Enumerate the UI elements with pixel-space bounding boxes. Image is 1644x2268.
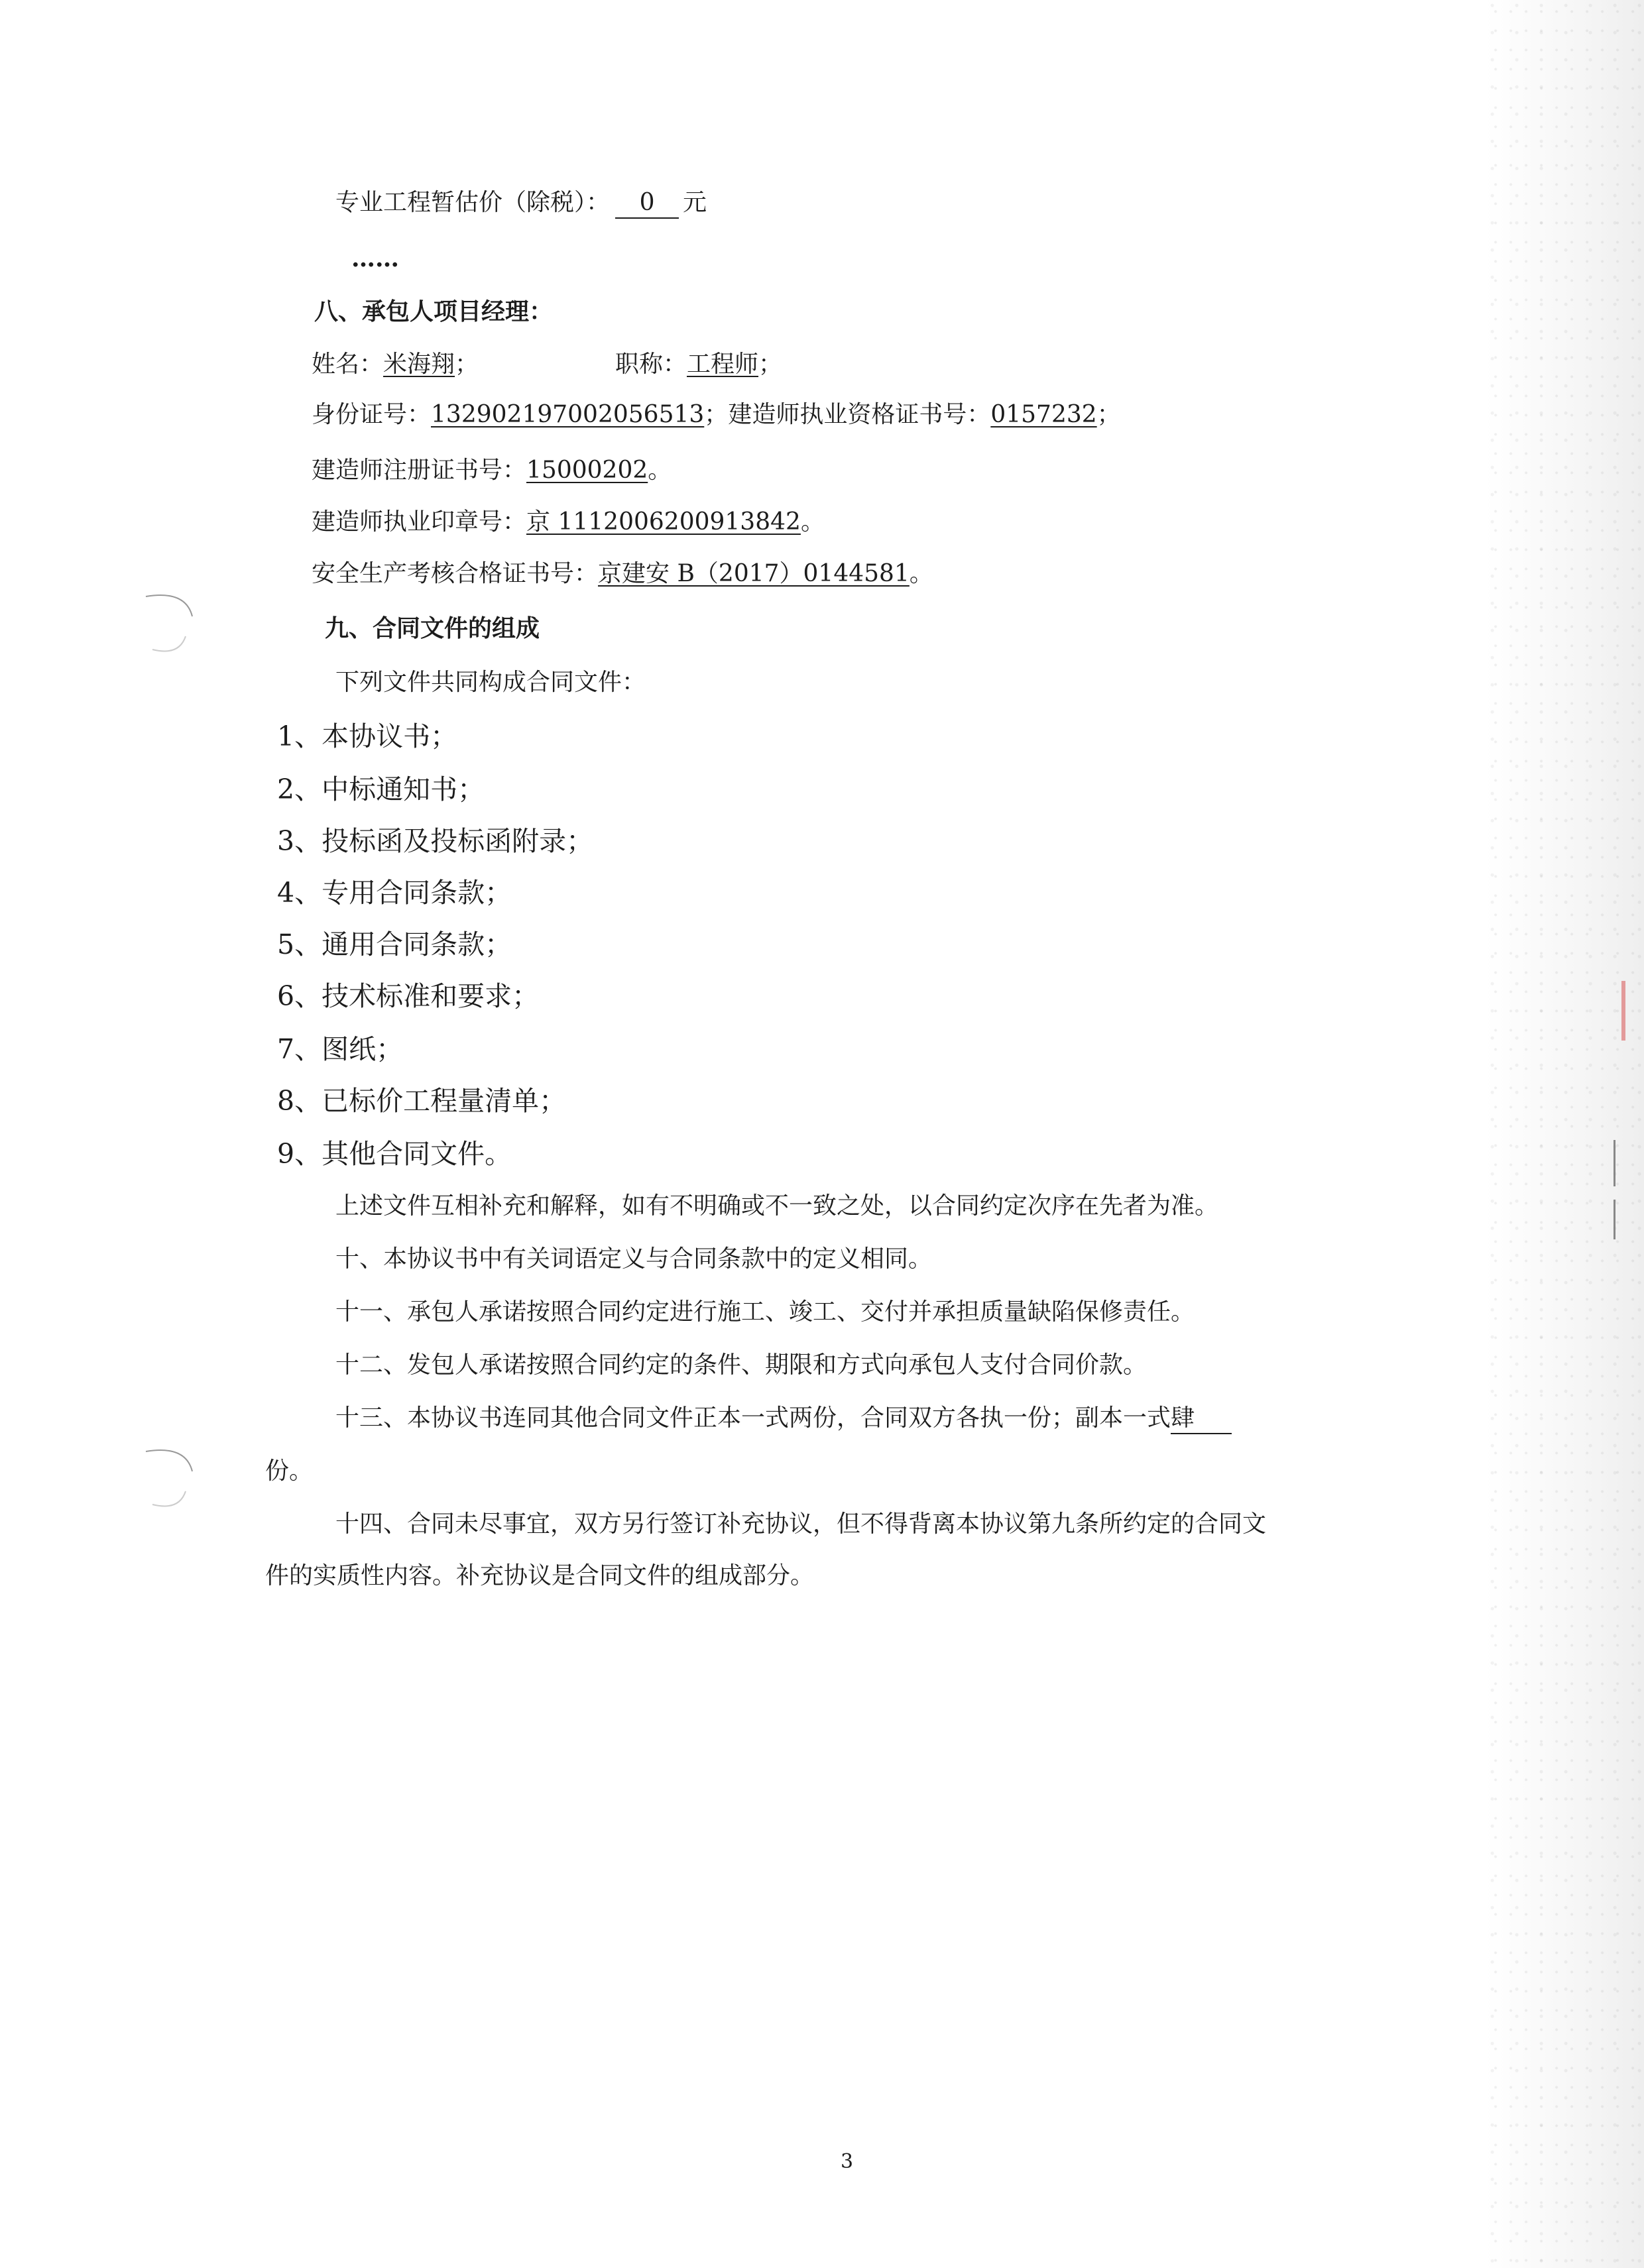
estimate-label: 专业工程暂估价（除税）： (335, 189, 611, 216)
pm-title-row (615, 349, 782, 380)
clause-10: 十、本协议书中有关词语定义与合同条款中的定义相同。 (335, 1245, 933, 1273)
list-item: 5、通用合同条款； (277, 929, 512, 960)
scan-edge-shadow (1485, 0, 1644, 2268)
scan-mark (1614, 1140, 1615, 1186)
reg-label: 建造师注册证书号： (312, 457, 527, 484)
id-end: ； (704, 401, 729, 428)
clause-13 (335, 1402, 1232, 1434)
name-label: 姓名： (312, 351, 384, 378)
binder-hole-mark (139, 570, 199, 663)
pm-reg-row (312, 455, 672, 486)
list-item: 9、其他合同文件。 (277, 1138, 512, 1170)
section8-heading: 八、承包人项目经理： (314, 298, 554, 325)
safety-label: 安全生产考核合格证书号： (312, 560, 599, 587)
clause-13-end: 份。 (265, 1457, 314, 1485)
seal-label: 建造师执业印章号： (312, 508, 527, 536)
pm-seal-row (312, 506, 825, 538)
safety-end: 。 (909, 560, 933, 587)
estimate-line (335, 187, 707, 219)
id-label: 身份证号： (312, 401, 432, 428)
clause-14-line2: 件的实质性内容。补充协议是合同文件的组成部分。 (265, 1562, 815, 1589)
pm-safety-row (312, 558, 933, 590)
list-item: 1、本协议书； (277, 720, 458, 752)
qual-label: 建造师执业资格证书号： (728, 401, 991, 428)
id-value: 132902197002056513 (431, 401, 705, 428)
reg-value: 15000202 (526, 457, 648, 484)
scan-mark (1621, 1014, 1625, 1041)
ellipsis: …… (351, 245, 399, 272)
list-item: 3、投标函及投标函附录； (277, 825, 594, 857)
list-item: 6、技术标准和要求； (277, 980, 540, 1012)
list-item: 8、已标价工程量清单； (277, 1085, 567, 1117)
list-item: 4、专用合同条款； (277, 877, 512, 909)
safety-value: 京建安 B（2017）0144581 (598, 560, 910, 587)
list-item: 2、中标通知书； (277, 773, 485, 805)
clause-12: 十二、发包人承诺按照合同约定的条件、期限和方式向承包人支付合同价款。 (335, 1351, 1147, 1379)
scan-mark (1614, 1200, 1615, 1239)
name-end: ； (455, 351, 479, 378)
page-number: 3 (841, 2150, 854, 2173)
title-end: ； (758, 351, 783, 378)
qual-value: 0157232 (990, 401, 1097, 428)
estimate-value: 0 (615, 188, 679, 219)
seal-end: 。 (800, 508, 825, 536)
qual-end: ； (1096, 401, 1121, 428)
estimate-unit: 元 (683, 189, 707, 216)
section9-intro: 下列文件共同构成合同文件： (335, 669, 646, 696)
seal-value: 京 1112006200913842 (526, 508, 801, 536)
pm-name-row (312, 349, 479, 380)
binder-hole-mark (139, 1425, 199, 1518)
clause-13-text: 十三、本协议书连同其他合同文件正本一式两份，合同双方各执一份；副本一式 (335, 1404, 1171, 1432)
list-item: 7、图纸； (277, 1033, 404, 1065)
clause-11: 十一、承包人承诺按照合同约定进行施工、竣工、交付并承担质量缺陷保修责任。 (335, 1298, 1195, 1326)
pm-id-row (312, 399, 1121, 431)
clause-14-line1: 十四、合同未尽事宜，双方另行签订补充协议，但不得背离本协议第九条所约定的合同文 (335, 1510, 1267, 1538)
reg-end: 。 (648, 457, 672, 484)
title-label: 职称： (615, 351, 687, 378)
copies-value: 肆 (1171, 1404, 1232, 1434)
precedence-note: 上述文件互相补充和解释，如有不明确或不一致之处，以合同约定次序在先者为准。 (335, 1192, 1219, 1219)
title-value: 工程师 (687, 351, 759, 378)
section9-heading: 九、合同文件的组成 (325, 614, 540, 642)
name-value: 米海翔 (383, 351, 455, 378)
